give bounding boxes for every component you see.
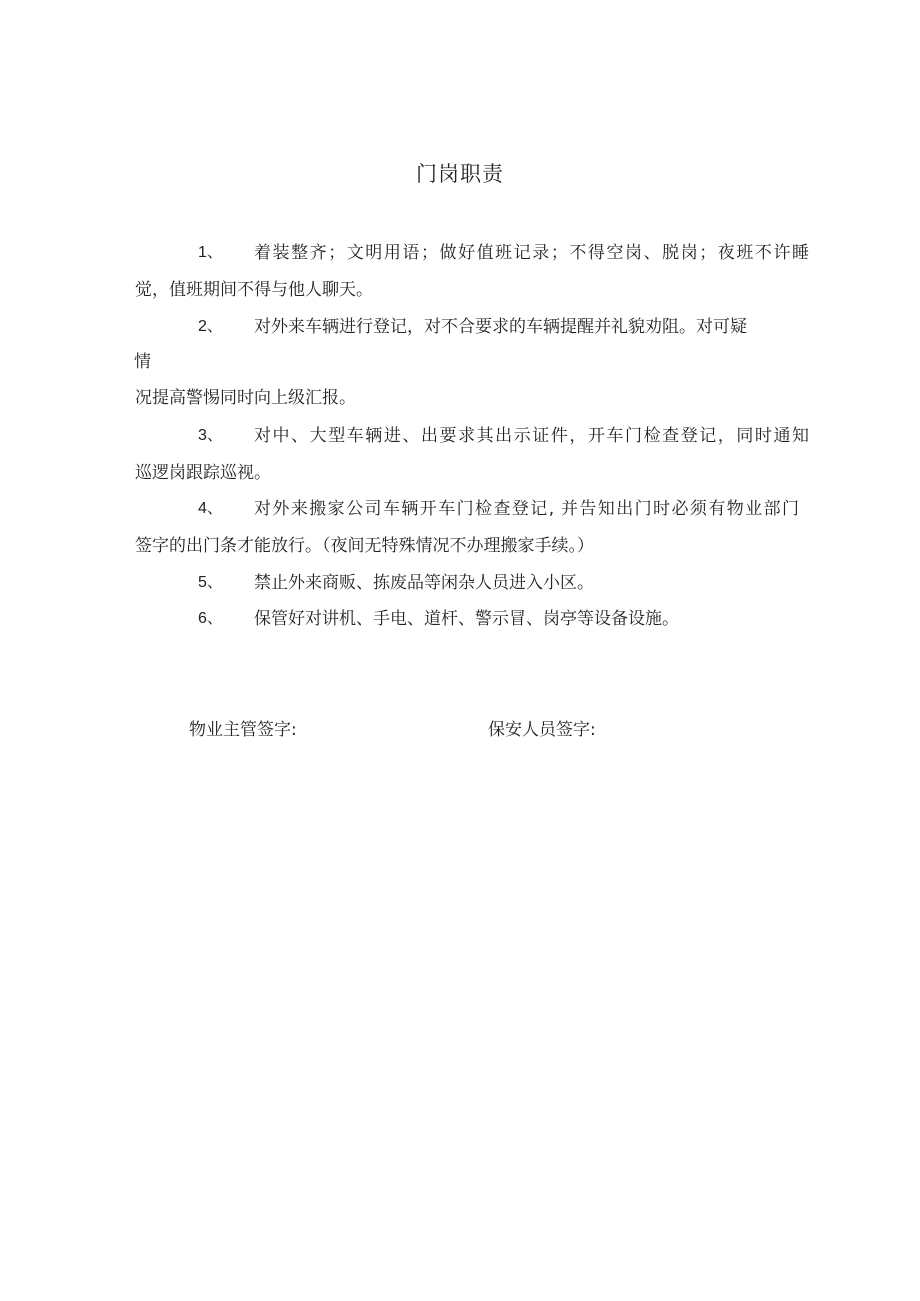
item-number: 6、 xyxy=(198,610,223,627)
item-text-line: 情 xyxy=(134,352,151,372)
item-number: 4、 xyxy=(198,500,223,517)
item-text-line: 对中、大型车辆进、出要求其出示证件，开车门检查登记，同时通知 xyxy=(254,426,809,446)
guard-signature-label: 保安人员签字: xyxy=(488,720,596,740)
item-text-line: 对外来搬家公司车辆开车门检查登记, 并告知出门时必须有物业部门 xyxy=(254,499,799,519)
item-text-line: 保管好对讲机、手电、道杆、警示冒、岗亭等设备设施。 xyxy=(254,609,679,629)
item-number: 2、 xyxy=(198,318,223,335)
document-title: 门岗职责 xyxy=(416,162,504,186)
item-number: 3、 xyxy=(198,427,223,444)
item-text-line: 况提高警惕同时向上级汇报。 xyxy=(135,388,356,408)
item-text-line: 签字的出门条才能放行。（夜间无特殊情况不办理搬家手续。） xyxy=(135,536,594,556)
item-number: 1、 xyxy=(198,244,223,261)
item-text-line: 巡逻岗跟踪巡视。 xyxy=(135,463,271,483)
item-text-line: 觉，值班期间不得与他人聊天。 xyxy=(135,280,373,300)
item-text-line: 禁止外来商贩、拣废品等闲杂人员进入小区。 xyxy=(254,573,594,593)
item-text-line: 对外来车辆进行登记，对不合要求的车辆提醒并礼貌劝阻。对可疑 xyxy=(254,317,747,337)
manager-signature-label: 物业主管签字: xyxy=(189,720,297,740)
item-number: 5、 xyxy=(198,574,223,591)
item-text-line: 着装整齐；文明用语；做好值班记录；不得空岗、脱岗；夜班不许睡 xyxy=(254,243,809,263)
